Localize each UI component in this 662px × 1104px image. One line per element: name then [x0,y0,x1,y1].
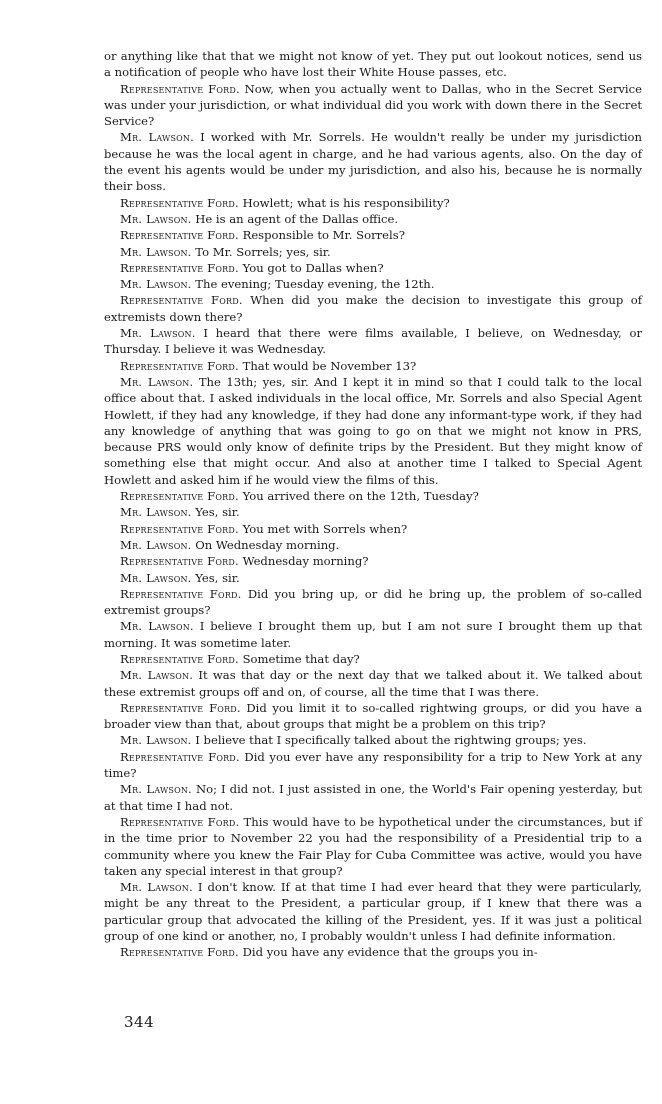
paragraph [104,488,642,504]
speaker-name: Representative Ford. [120,814,240,829]
paragraph-text: When did you make the decision to investigate this group of extremists down there? [104,293,642,324]
paragraph [104,537,642,553]
paragraph [104,618,642,651]
paragraph-text: You met with Sorrels when? [242,521,408,536]
paragraph [104,211,642,227]
speaker-name: Representative Ford. [120,358,239,373]
paragraph-text: Now, when you actually went to Dallas, who in the Secret Service was under your jurisdiction, or what individual did you work with down there in the Secret Service? [104,81,642,129]
speaker-name: Representative Ford. [120,489,239,504]
speaker-name: Representative Ford. [120,195,239,210]
speaker-name: Representative Ford. [120,228,239,243]
paragraph-text: I believe that I specifically talked about the rightwing groups; yes. [195,733,587,748]
paragraph-text: Yes, sir. [195,570,240,585]
paragraph-text: Sometime that day? [242,651,360,666]
speaker-name: Mr. Lawson. [120,782,192,797]
paragraph-text: Responsible to Mr. Sorrels? [242,228,405,243]
paragraph-text: It was that day or the next day that we talked about it. We talked about these extremist groups off and on, of course, all the time that I was there. [104,668,642,699]
paragraph [104,570,642,586]
speaker-name: Representative Ford. [120,945,239,960]
paragraph [104,48,642,81]
speaker-name: Mr. Lawson. [120,326,196,341]
speaker-name: Representative Ford. [120,700,241,715]
paragraph [104,244,642,260]
paragraph [104,81,642,130]
speaker-name: Mr. Lawson. [120,130,195,145]
paragraph [104,700,642,733]
paragraph-text: That would be November 13? [242,358,417,373]
paragraph [104,651,642,667]
paragraph [104,292,642,325]
paragraph [104,879,642,944]
paragraph-text: Howlett; what is his responsibility? [242,195,450,210]
paragraph-text: You arrived there on the 12th, Tuesday? [242,489,479,504]
paragraph-text: He is an agent of the Dallas office. [195,211,399,226]
paragraph-text: The evening; Tuesday evening, the 12th. [195,277,435,292]
paragraph-text: Did you ever have any responsibility for a trip to New York at any time? [104,749,642,781]
speaker-name: Representative Ford. [120,81,240,96]
paragraph [104,260,642,276]
paragraph-text: To Mr. Sorrels; yes, sir. [195,244,331,259]
paragraph [104,195,642,211]
speaker-name: Representative Ford. [120,293,243,308]
paragraph [104,325,642,358]
speaker-name: Mr. Lawson. [120,537,192,552]
paragraph [104,749,642,782]
paragraph [104,732,642,748]
speaker-name: Mr. Lawson. [120,277,192,292]
paragraph [104,553,642,569]
speaker-name: Representative Ford. [120,554,239,569]
speaker-name: Representative Ford. [120,260,239,275]
speaker-name: Representative Ford. [120,521,239,536]
paragraph [104,781,642,814]
paragraph-text: On Wednesday morning. [195,537,340,552]
speaker-name: Mr. Lawson. [120,880,193,895]
speaker-name: Mr. Lawson. [120,733,192,748]
paragraph-text: I believe I brought them up, but I am not sure I brought them up that morning. It was sometime later. [104,619,642,650]
paragraph [104,944,642,960]
paragraph [104,227,642,243]
paragraph-text: This would have to be hypothetical under the circumstances, but if in the time prior to November 22 you had the responsibility of a Presidential trip to a community where you knew the Fair Play for Cuba Committee was active, would you have taken any special interest in that group? [104,814,642,878]
speaker-name: Mr. Lawson. [120,374,194,389]
transcript-body [104,48,642,961]
paragraph [104,521,642,537]
paragraph-text: or anything like that that we might not know of yet. They put out lookout notices, send us a notification of people who have lost their White House passes, etc. [104,49,642,80]
paragraph [104,504,642,520]
speaker-name: Mr. Lawson. [120,619,194,634]
speaker-name: Mr. Lawson. [120,668,194,683]
paragraph [104,667,642,700]
paragraph [104,814,642,879]
paragraph [104,586,642,619]
paragraph-text: No; I did not. I just assisted in one, the World's Fair opening yesterday, but at that time I had not. [104,782,642,813]
page-number: 344 [124,1013,155,1031]
paragraph [104,129,642,194]
speaker-name: Mr. Lawson. [120,570,192,585]
speaker-name: Representative Ford. [120,749,240,764]
paragraph [104,374,642,488]
paragraph [104,358,642,374]
paragraph-text: Did you have any evidence that the groups you in- [242,945,538,960]
paragraph-text: The 13th; yes, sir. And I kept it in mind so that I could talk to the local office about that. I asked individuals in the local office, Mr. Sorrels and also Special Agent Howlett, if they had any knowledge, if they had done any informant-type work, if they had any knowledge of anything that was going to go on that we might not know in PRS, because PRS would only know of definite trips by the President. But they might know of something else that might occur. And also at another time I talked to Special Agent Howlett and asked him if he would view the films of this. [104,374,642,487]
speaker-name: Mr. Lawson. [120,505,192,520]
paragraph-text: I don't know. If at that time I had ever heard that they were particularly, might be any threat to the President, a particular group, if I knew that there was a particular group that advocated the killing of the President, yes. If it was just a political group of one kind or another, no, I probably wouldn't unless I had definite information. [104,880,642,944]
paragraph [104,276,642,292]
speaker-name: Mr. Lawson. [120,244,192,259]
paragraph-text: You got to Dallas when? [242,260,384,275]
paragraph-text: Did you bring up, or did he bring up, the problem of so-called extremist groups? [104,586,643,618]
paragraph-text: I worked with Mr. Sorrels. He wouldn't really be under my jurisdiction because he was the local agent in charge, and he had various agents, also. On the day of the event his agents would be under my jurisdiction, and also his, because he is normally their boss. [104,130,643,194]
paragraph-text: I heard that there were films available, I believe, on Wednesday, or Thursday. I believe it was Wednesday. [104,326,642,357]
speaker-name: Representative Ford. [120,651,239,666]
speaker-name: Representative Ford. [120,586,242,601]
paragraph-text: Wednesday morning? [242,554,369,569]
speaker-name: Mr. Lawson. [120,211,192,226]
paragraph-text: Yes, sir. [195,505,240,520]
paragraph-text: Did you limit it to so-called rightwing groups, or did you have a broader view than that, about groups that might be a problem on this trip? [104,700,642,732]
